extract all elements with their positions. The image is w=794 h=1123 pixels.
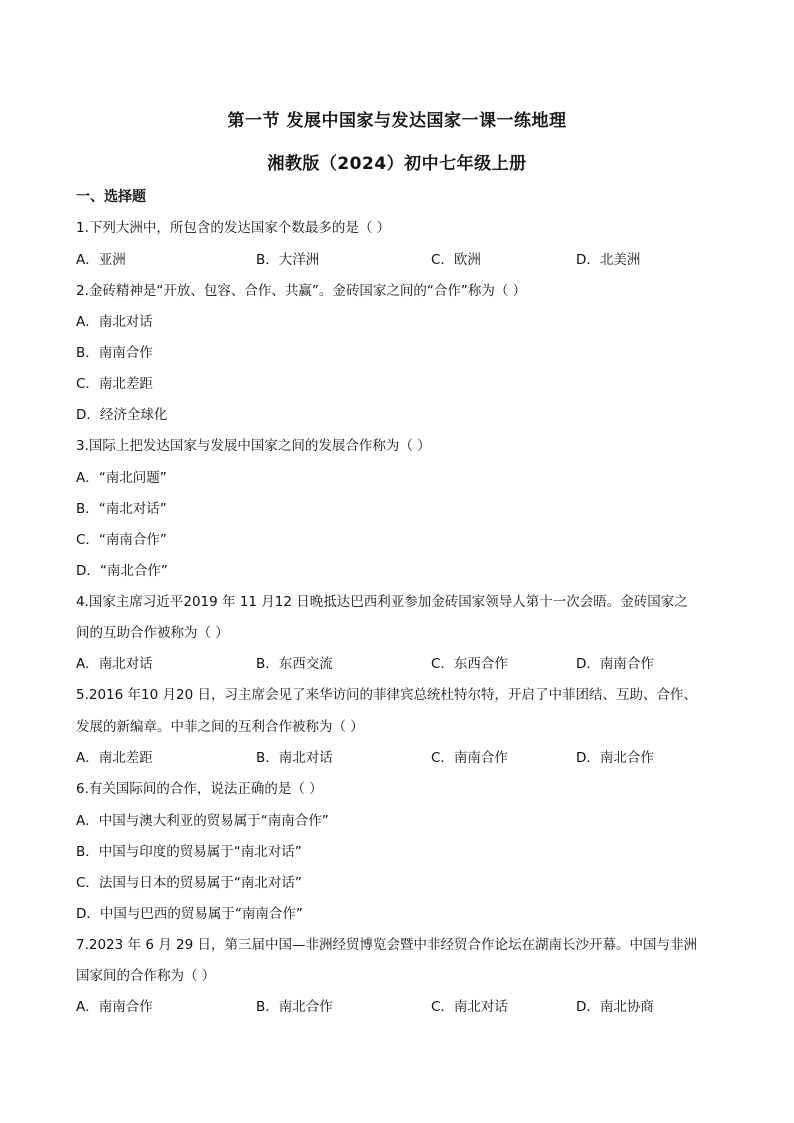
question-6-option-d[interactable]: D．中国与巴西的贸易属于“南南合作” (76, 906, 303, 922)
question-6-option-b[interactable]: B．中国与印度的贸易属于“南北对话” (76, 844, 302, 860)
question-7-option-b[interactable]: B．南北合作 (256, 999, 333, 1015)
question-2-stem: 2.金砖精神是“开放、包容、合作、共赢”。金砖国家之间的“合作”称为（ ） (76, 283, 527, 299)
question-4-stem: 4.国家主席习近平2019 年 11 月12 日晚抵达巴西利亚参加金砖国家领导人第十一次会晤。金砖国家之 (76, 594, 688, 610)
question-7-option-d[interactable]: D．南北协商 (576, 999, 654, 1015)
question-7-option-c[interactable]: C．南北对话 (431, 999, 508, 1015)
question-2-option-a[interactable]: A．南北对话 (76, 314, 153, 330)
question-4-option-a[interactable]: A．南北对话 (76, 656, 153, 672)
question-5-stem-cont: 发展的新编章。中菲之间的互利合作被称为（ ） (76, 719, 364, 735)
question-3-option-c[interactable]: C．“南南合作” (76, 532, 167, 548)
question-3-option-a[interactable]: A．“南北问题” (76, 470, 167, 486)
question-3-stem: 3.国际上把发达国家与发展中国家之间的发展合作称为（ ） (76, 438, 431, 454)
document-title: 第一节 发展中国家与发达国家一课一练地理 (227, 111, 567, 131)
question-4-option-d[interactable]: D．南南合作 (576, 656, 654, 672)
question-6-option-a[interactable]: A．中国与澳大利亚的贸易属于“南南合作” (76, 813, 329, 829)
question-7-option-a[interactable]: A．南南合作 (76, 999, 153, 1015)
question-2-option-b[interactable]: B．南南合作 (76, 345, 153, 361)
question-5-option-d[interactable]: D．南北合作 (576, 750, 654, 766)
question-1-option-c[interactable]: C．欧洲 (431, 252, 481, 268)
question-5-option-b[interactable]: B．南北对话 (256, 750, 333, 766)
question-5-option-c[interactable]: C．南南合作 (431, 750, 508, 766)
question-7-stem: 7.2023 年 6 月 29 日，第三届中国—非洲经贸博览会暨中非经贸合作论坛在湖南长沙开幕。中国与非洲 (76, 937, 697, 953)
question-2-option-c[interactable]: C．南北差距 (76, 376, 153, 392)
question-2-option-d[interactable]: D．经济全球化 (76, 407, 168, 423)
question-4-stem-cont: 间的互助合作被称为（ ） (76, 625, 229, 641)
question-6-option-c[interactable]: C．法国与日本的贸易属于“南北对话” (76, 875, 302, 891)
question-5-option-a[interactable]: A．南北差距 (76, 750, 153, 766)
question-1-option-b[interactable]: B．大洋洲 (256, 252, 320, 268)
question-6-stem: 6.有关国际间的合作，说法正确的是（ ） (76, 781, 323, 797)
question-5-stem: 5.2016 年10 月20 日，习主席会见了来华访问的菲律宾总统杜特尔特，开启了中菲团结、互助、合作、 (76, 687, 697, 703)
document-subtitle: 湘教版（2024）初中七年级上册 (267, 154, 527, 174)
question-4-option-c[interactable]: C．东西合作 (431, 656, 508, 672)
question-3-option-b[interactable]: B．“南北对话” (76, 501, 167, 517)
question-1-stem: 1.下列大洲中，所包含的发达国家个数最多的是（ ） (76, 220, 391, 236)
question-1-option-d[interactable]: D．北美洲 (576, 252, 641, 268)
question-3-option-d[interactable]: D．“南北合作” (76, 563, 168, 579)
question-1-option-a[interactable]: A．亚洲 (76, 252, 126, 268)
section-heading: 一、选择题 (76, 189, 146, 205)
question-4-option-b[interactable]: B．东西交流 (256, 656, 333, 672)
question-7-stem-cont: 国家间的合作称为（ ） (76, 968, 216, 984)
